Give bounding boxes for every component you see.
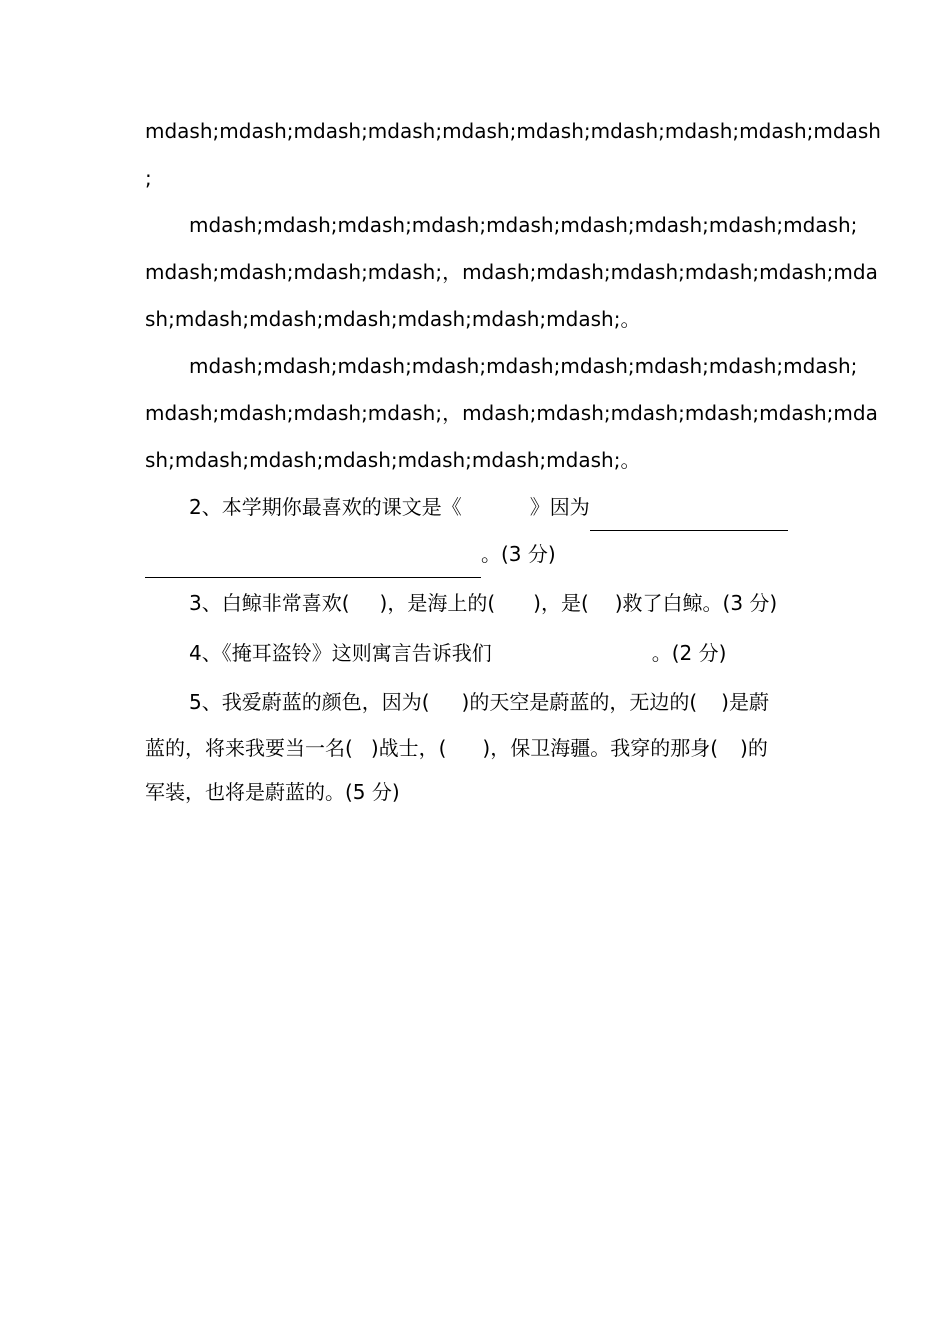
line-text: mdash;mdash;mdash;mdash;mdash;mdash;mdash;mdash;mdash;	[189, 213, 858, 237]
text-line-4	[145, 249, 878, 296]
answer-blank-line	[145, 547, 481, 578]
line-text: mdash;mdash;mdash;mdash;mdash;mda	[462, 401, 878, 425]
line-text: mdash;mdash;mdash;mdash;mdash;mda	[462, 260, 878, 284]
line-text: ;	[145, 166, 152, 190]
question-text: )的天空是蔚蓝的，无边的(	[461, 690, 698, 714]
text-line-3	[145, 202, 858, 249]
question-text: 》因为	[529, 495, 590, 519]
question-text: 蓝的，将来我要当一名(	[145, 736, 353, 760]
question-text: )，是(	[533, 591, 589, 615]
question-2-line-2	[145, 531, 807, 578]
question-text: 。(3 分)	[481, 542, 556, 566]
question-5-line-3	[145, 770, 807, 814]
text-line-7	[145, 390, 878, 437]
line-text: mdash;mdash;mdash;mdash;，	[145, 260, 463, 284]
question-text: )，保卫海疆。我穿的那身(	[482, 736, 719, 760]
text-line-8	[145, 437, 807, 484]
question-text: )救了白鲸。(3 分)	[614, 591, 778, 615]
text-line-5	[145, 296, 807, 343]
question-text: )是蔚	[721, 690, 769, 714]
line-text: mdash;mdash;mdash;mdash;，	[145, 401, 463, 425]
line-text: sh;mdash;mdash;mdash;mdash;mdash;mdash;。	[145, 307, 641, 331]
question-text: 5、我爱蔚蓝的颜色，因为(	[189, 690, 430, 714]
text-line-2	[145, 155, 807, 202]
document-page	[145, 108, 881, 814]
question-text: 2、本学期你最喜欢的课文是《	[189, 495, 462, 519]
question-5-line-2	[145, 726, 807, 770]
line-text: sh;mdash;mdash;mdash;mdash;mdash;mdash;。	[145, 448, 641, 472]
question-text: )战士，(	[370, 736, 447, 760]
question-3	[145, 578, 807, 628]
answer-blank-line	[590, 500, 788, 531]
line-text: mdash;mdash;mdash;mdash;mdash;mdash;mdash;mdash;mdash;mdash	[145, 119, 881, 143]
question-text: 。(2 分)	[651, 641, 727, 665]
question-5-line-1	[145, 678, 807, 726]
text-line-6	[145, 343, 858, 390]
question-text: 4、《掩耳盗铃》这则寓言告诉我们	[189, 641, 492, 665]
question-text: )的	[740, 736, 768, 760]
question-text: 军装，也将是蔚蓝的。(5 分)	[145, 780, 400, 804]
question-text: 3、白鲸非常喜欢(	[189, 591, 350, 615]
question-text: )，是海上的(	[379, 591, 496, 615]
line-text: mdash;mdash;mdash;mdash;mdash;mdash;mdash;mdash;mdash;	[189, 354, 858, 378]
text-line-1	[145, 108, 881, 155]
question-4	[145, 628, 807, 678]
question-2-line-1	[145, 484, 807, 531]
